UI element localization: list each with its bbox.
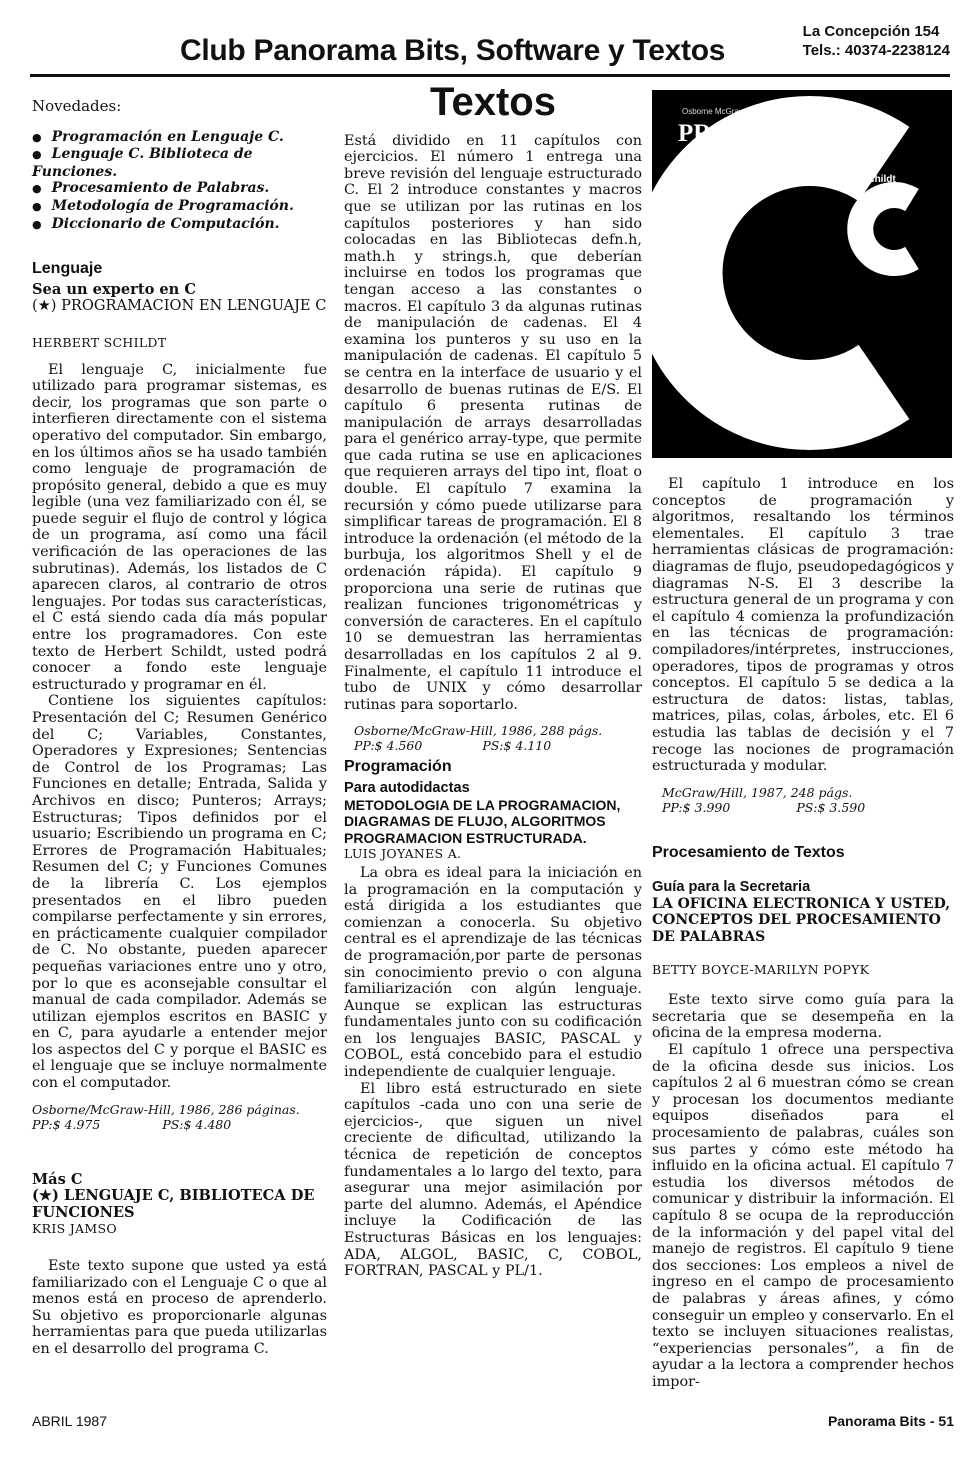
- masthead-rule: [30, 74, 950, 77]
- book-citation: [662, 785, 954, 815]
- novedades-label: Novedades:: [32, 97, 122, 115]
- section-heading: Lenguaje: [32, 260, 103, 278]
- book-paragraph: El capítulo 1 ofrece una perspectiva de la oficina desde sus inicios. Los capítulos 2 al 6 muestran cómo se crean y procesan los documentos mediante equipos diseñados para el procesamiento de palabras, cuáles son sus partes y cómo este método ha influido en la oficina actual. El capítulo 7 estudia los diversos métodos de comunicar y distribuir la información. El capítulo 8 se ocupa de la reproducción de la información y del papel vital del manejo de registros. El capítulo 9 tiene dos secciones: Los empleos a nivel de ingreso en el campo de procesamiento de palabras y áreas afines, y cómo conseguir un empleo y conservarlo. En el texto se incluyen situaciones realistas, “experiencias personales”, a fin de ayudar a la lectora a comprender hechos impor-: [652, 1042, 954, 1390]
- masthead-address: La Concepción 154: [802, 23, 940, 40]
- book-title: LA OFICINA ELECTRONICA Y USTED, CONCEPTOS DEL PROCESAMIENTO DE PALABRAS: [652, 895, 951, 946]
- cover-author: Herbert Schildt: [824, 174, 896, 185]
- page-title: Textos: [430, 80, 556, 124]
- book-author: LUIS JOYANES A.: [344, 846, 462, 862]
- book-author: BETTY BOYCE-MARILYN POPYK: [652, 961, 870, 977]
- list-item: ● Lenguaje C. Biblioteca de Funciones.: [32, 146, 327, 180]
- cover-letter-c: [652, 90, 952, 458]
- book-author: KRIS JAMSO: [32, 1221, 117, 1237]
- book-paragraph: Contiene los siguientes capítulos: Presentación del C; Resumen Genérico del C; Variables, Constantes, Operadores y Expresiones; Sentencias de Control de los Programas; Las Funciones en detalle; Entrada, Salida y Archivos en disco; Punteros; Arrays; Estructuras; Tipos definidos por el usuario; Escribiendo un programa en C; Errores de Programación Habituales; Resumen del C; y Funciones Comunes de la librería C. Los ejemplos presentados en el libro pueden compilarse perfectamente y sin errores, en prácticamente cualquier compilador de C. No obstante, pueden aparecer pequeñas variaciones entre uno y otro, por lo que es aconsejable consultar el manual de cada compilador. Además se utilizan ejemplos escritos en BASIC y en C, para ayudarle a entender mejor los aspectos del C y porque el BASIC es el lenguaje que se incluye normalmente con el computador.: [32, 693, 327, 1092]
- book-publisher: McGraw/Hill, 1987, 248 págs.: [662, 784, 853, 800]
- price-ps: PS:$ 3.590: [796, 799, 866, 815]
- footer-date: ABRIL 1987: [32, 1413, 107, 1429]
- masthead-contact: [803, 22, 950, 60]
- book-paragraph: El capítulo 1 introduce en los conceptos de programación y algoritmos, resaltando los términos elementales. El capítulo 3 trae herramientas clásicas de programación: diagramas de flujo, pseudopedagógicos y diagramas N-S. El 3 describe la estructura general de un programa y con el capítulo 4 comienza la profundización en las técnicas de programación: compiladores/intérpretes, instrucciones, operadores, tipos de programas y otros conceptos. El capítulo 5 se dedica a la estructura de datos: listas, tablas, matrices, pilas, colas, árboles, etc. El 6 estudia las tablas de decisión y el 7 recoge las nociones de programación estructurada y modular.: [652, 476, 954, 775]
- book-kicker: Para autodidactas: [344, 779, 470, 796]
- book-publisher: Osborne/McGraw-Hill, 1986, 286 páginas.: [32, 1101, 300, 1117]
- book-paragraph: La obra es ideal para la iniciación en la programación en la computación y está dirigida a los estudiantes que comienzan a conocerla. Su objetivo central es el aprendizaje de las técnicas de programación,por parte de personas sin conocimiento previo o con alguna familiarización con algún lenguaje. Aunque se explican las estructuras fundamentales junto con su codificación en los lenguajes BASIC, PASCAL y COBOL, está concebido para el estudio independiente de cualquier lenguaje.: [344, 864, 642, 1081]
- book-citation: [32, 1102, 327, 1132]
- book-paragraph: El lenguaje C, inicialmente fue utilizado para programar sistemas, es decir, los programas que son parte o interfieren directamente con el sistema operativo del computador. Sin embargo, en los últimos años se ha usado también como lenguaje de programación de propósito general, debido a que es muy legible (una vez familiarizado con él, se puede seguir el flujo de control y lógica de un programa, así como una fácil verificación de las operaciones de las subrutinas). Además, los listados de C aparecen claros, al contrario de otros lenguajes. Por todas sus características, el C está siendo cada día más popular entre los programadores. Con este texto de Herbert Schildt, usted podrá conocer a fondo este lenguaje estructurado y programar en él.: [32, 361, 327, 693]
- list-item: ● Metodología de Programación.: [32, 198, 327, 216]
- book-kicker: Más C: [32, 1170, 83, 1188]
- book-title: METODOLOGIA DE LA PROGRAMACION, DIAGRAMAS DE FLUJO, ALGORITMOS PROGRAMACION ESTRUCTURADA.: [344, 796, 621, 846]
- book-prices: [32, 1117, 327, 1132]
- price-ps: PS:$ 4.110: [482, 738, 552, 754]
- novedades-list: [32, 129, 327, 234]
- masthead-title: Club Panorama Bits, Software y Textos: [180, 34, 726, 67]
- book-paragraph: El libro está estructurado en siete capítulos -cada uno con una serie de ejercicios-, que siguen un nivel creciente de dificultad, utilizando la técnica de repetición de conceptos fundamentales a lo largo del texto, para asegurar una mejor asimilación por parte del alumno. Además, el Apéndice incluye la Codificación de las Estructuras Básicas en los lenguajes: ADA, ALGOL, BASIC, C, COBOL, FORTRAN, PASCAL y PL/1.: [344, 1080, 642, 1280]
- price-pp: PP:$ 3.990: [662, 799, 731, 815]
- book-author: HERBERT SCHILDT: [32, 334, 167, 350]
- cover-title: PROGRAMACION EN LENGUAJE: [678, 120, 894, 171]
- book-prices: [354, 738, 642, 753]
- column-3: [652, 90, 954, 1391]
- book-paragraph: Este texto sirve como guía para la secretaria que se desempeña en la oficina de la empresa moderna.: [652, 992, 954, 1042]
- price-pp: PP:$ 4.560: [354, 738, 423, 754]
- price-pp: PP:$ 4.975: [32, 1116, 101, 1132]
- masthead: [30, 0, 950, 80]
- footer-page-number: Panorama Bits - 51: [827, 1413, 954, 1429]
- list-item: ● Programación en Lenguaje C.: [32, 129, 327, 147]
- cover-publisher: Osborne McGraw-Hill: [682, 107, 759, 116]
- column-1: [32, 90, 327, 1358]
- book-paragraph: Está dividido en 11 capítulos con ejercicios. El número 1 entrega una breve revisión del lenguaje estructurado C. El 2 introduce constantes y macros que se utilizan por las rutinas en los capítulos posteriores y han sido colocadas en las Bibliotecas defn.h, math.h y strings.h, que deberían incluirse en todos los programas que tengan acceso a las constantes o macros. El capítulo 3 da algunas rutinas de manipulación de cadenas. El 4 examina los punteros y su uso en la manipulación de cadenas. El capítulo 5 se centra en la interface de usuario y el desarrollo de buenas rutinas de E/S. El capítulo 6 presenta rutinas de manipulación de arrays desarrolladas para el genérico array-type, que permite que cada rutina se use en aplicaciones que requieren arrays del tipo int, float o double. El capítulo 7 examina la recursión y cómo puede utilizarse para simplificar tareas de programación. El 8 introduce la ordenación (el método de la burbuja, los algoritmos Shell y el de ordenación rápida). El capítulo 9 proporciona una serie de rutinas que realizan funciones trigonométricas y conversión de caracteres. En el capítulo 10 se demuestran las herramientas desarrolladas en los capítulos 2 al 9. Finalmente, el capítulo 11 introduce el tubo de UNIX y cómo desarrollar rutinas para soportarlo.: [344, 132, 642, 713]
- book-cover-image: [652, 90, 952, 458]
- section-heading: Programación: [344, 758, 452, 776]
- book-kicker: Sea un experto en C: [32, 280, 196, 298]
- book-paragraph: Este texto supone que usted ya está familiarizado con el Lenguaje C o que al menos está en proceso de aprenderlo. Su objetivo es proporcionarle algunas herramientas para que pueda utilizarlas en el desarrollo del programa C.: [32, 1258, 327, 1357]
- list-item: ● Procesamiento de Palabras.: [32, 180, 327, 198]
- book-title: (★) PROGRAMACION EN LENGUAJE C: [32, 297, 327, 315]
- column-2: [344, 80, 642, 1280]
- section-heading: Procesamiento de Textos: [652, 843, 845, 861]
- book-citation: [354, 723, 642, 753]
- price-ps: PS:$ 4.480: [162, 1116, 232, 1132]
- book-kicker: Guía para la Secretaria: [652, 879, 811, 896]
- book-prices: [662, 800, 954, 815]
- list-item: ● Diccionario de Computación.: [32, 216, 327, 234]
- book-publisher: Osborne/McGraw-Hill, 1986, 288 págs.: [354, 723, 603, 739]
- masthead-phones: Tels.: 40374-2238124: [802, 42, 950, 59]
- book-title: (★) LENGUAJE C, BIBLIOTECA DE FUNCIONES: [32, 1187, 315, 1221]
